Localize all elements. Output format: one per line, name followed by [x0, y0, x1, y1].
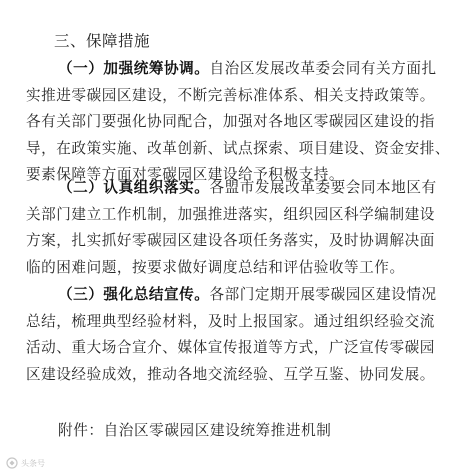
paragraph-text: 各有关部门要强化协同配合，加强对各地区零碳园区建设的指 [26, 113, 435, 130]
paragraph-line [26, 109, 435, 136]
paragraph-text: 总结，梳理典型经验材料，及时上报国家。通过组织经验交流 [26, 312, 435, 330]
paragraph-summary-publicity [26, 282, 437, 388]
paragraph-text: 自治区发展改革委会同有关方面扎 [209, 60, 437, 77]
paragraph-line [26, 56, 437, 83]
paragraph-organize-implementation [26, 175, 437, 281]
paragraph-line [26, 136, 450, 163]
paragraph-heading: （一）加强统筹协调。 [58, 60, 210, 77]
watermark [6, 457, 45, 469]
paragraph-line [26, 282, 437, 309]
paragraph-line [26, 175, 437, 202]
paragraph-line [26, 309, 435, 336]
paragraph-text: 活动、重大场合宣介、媒体宣传报道等方式，广泛宣传零碳园 [26, 339, 435, 356]
paragraph-text: 关部门建立工作机制，加强推进落实，组织园区科学编制建设 [26, 205, 435, 223]
paragraph-heading: （三）强化总结宣传。 [58, 286, 210, 303]
paragraph-text: 要素保障等方面对零碳园区建设给予积极支持。 [26, 166, 345, 183]
paragraph-heading: （二）认真组织落实。 [58, 179, 210, 196]
paragraph-text: 各部门定期开展零碳园区建设情况 [209, 286, 437, 303]
paragraph-line [26, 202, 435, 229]
paragraph-text: 临的困难问题，按要求做好调度总结和评估验收等工作。 [26, 258, 405, 276]
paragraph-text: 区建设经验成效，推动各地交流经验、互学互鉴、协同发展。 [26, 365, 435, 383]
paragraph-line [26, 255, 426, 282]
paragraph-text: 导，在政策实施、改革创新、试点探索、项目建设、资金安排、 [26, 139, 450, 157]
section-heading: 三、保障措施 [54, 32, 151, 50]
attachment-note: 附件：自治区零碳园区建设统筹推进机制 [58, 422, 332, 439]
paragraph-text: 实推进零碳园区建设，不断完善标准体系、相关支持政策等。 [26, 86, 435, 104]
paragraph-line [26, 228, 435, 255]
paragraph-strengthen-coordination [26, 56, 450, 189]
watermark-text: 头条号 [21, 458, 45, 468]
paragraph-text: 方案，扎实抓好零碳园区建设各项任务落实，及时协调解决面 [26, 232, 435, 249]
paragraph-line [26, 362, 435, 389]
paragraph-line [26, 335, 435, 362]
paragraph-text: 各盟市发展改革委要会同本地区有 [209, 179, 437, 196]
paragraph-line [26, 83, 435, 110]
watermark-logo-icon [6, 457, 18, 469]
